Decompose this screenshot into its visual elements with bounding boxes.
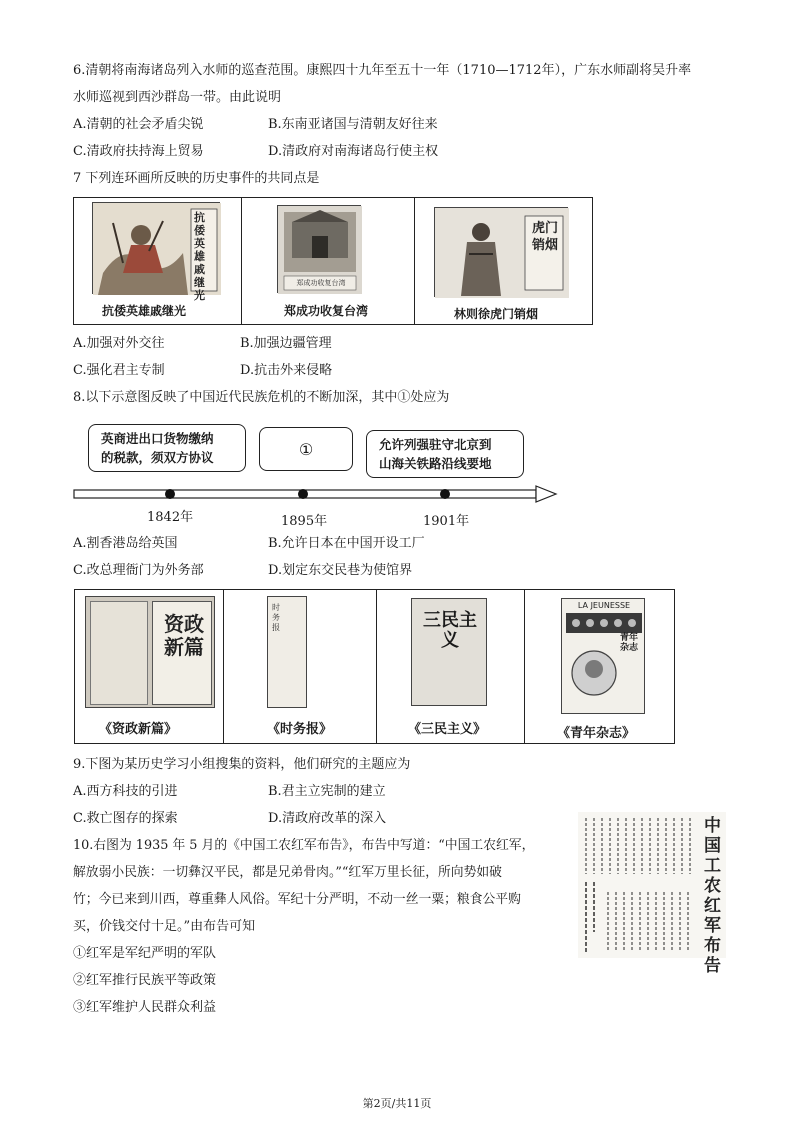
q10-stem-line4: 买，价钱交付十足。”由布告可知 — [73, 919, 256, 934]
book-cover-zizheng-xinpian — [85, 596, 215, 708]
q10-item-3: ③红军维护人民群众利益 — [73, 1000, 217, 1015]
book-caption: 《三民主义》 — [408, 722, 487, 737]
timeline-box-blank — [259, 427, 353, 471]
q9-option-b[interactable]: B.君主立宪制的建立 — [268, 784, 386, 799]
q10-stem-line3: 竹；今已来到川西，尊重彝人风俗。军纪十分严明，不动一丝一粟；粮食公平购 — [73, 892, 521, 907]
q6-stem-line2: 水师巡视到西沙群岛一带。由此说明 — [73, 90, 282, 105]
cover-title: 三民主义 — [423, 610, 477, 651]
timeline-year-1842: 1842年 — [147, 510, 194, 525]
strip-divider — [414, 198, 415, 324]
cover-title: 郑成功收复台湾 — [296, 279, 346, 287]
strip-divider — [376, 590, 377, 743]
book-cover-sanmin-zhuyi — [411, 598, 487, 706]
book-cover-shiwu-bao — [267, 596, 307, 708]
panel-caption: 林则徐虎门销烟 — [454, 307, 539, 321]
q7-option-a[interactable]: A.加强对外交往 — [73, 336, 165, 351]
timeline-year-1895: 1895年 — [281, 514, 328, 529]
cover-title: 青年杂志 — [620, 633, 639, 653]
q9-option-d[interactable]: D.清政府改革的深入 — [268, 811, 387, 826]
page-footer: 第2页/共11页 — [362, 1097, 432, 1110]
cover-title: 资政新篇 — [164, 612, 204, 659]
q8-option-a[interactable]: A.割香港岛给英国 — [73, 536, 178, 551]
q9-stem: 9.下图为某历史学习小组搜集的资料，他们研究的主题应为 — [73, 757, 411, 772]
cover-title: 抗倭英雄戚继光 — [194, 211, 205, 302]
comic-cover-qi-jiguang — [92, 202, 220, 302]
book-cover-qingnian-zazhi — [561, 598, 645, 714]
q8-option-d[interactable]: D.划定东交民巷为使馆界 — [268, 563, 413, 578]
blank-marker: ① — [298, 440, 314, 459]
timeline-box-1842 — [88, 424, 246, 472]
q8-stem: 8.以下示意图反映了中国近代民族危机的不断加深，其中①处应为 — [73, 390, 450, 405]
timeline-box-1901 — [366, 430, 524, 478]
timeline-axis — [70, 480, 560, 510]
q9-option-a[interactable]: A.西方科技的引进 — [73, 784, 178, 799]
q7-option-b[interactable]: B.加强边疆管理 — [240, 336, 332, 351]
book-caption: 《青年杂志》 — [557, 726, 636, 741]
q6-option-a[interactable]: A.清朝的社会矛盾尖锐 — [73, 117, 204, 132]
panel-caption: 郑成功收复台湾 — [284, 304, 369, 318]
timeline-box-text: 允许列强驻守北京到 — [379, 437, 492, 452]
cover-title: 时务报 — [272, 603, 280, 632]
book-caption: 《资政新篇》 — [99, 722, 178, 737]
q6-option-d[interactable]: D.清政府对南海诸岛行使主权 — [268, 144, 439, 159]
q9-option-c[interactable]: C.救亡图存的探索 — [73, 811, 178, 826]
q6-option-c[interactable]: C.清政府扶持海上贸易 — [73, 144, 204, 159]
book-caption: 《时务报》 — [267, 722, 333, 737]
strip-divider — [524, 590, 525, 743]
notice-title: 中国工农红军布告 — [704, 816, 721, 976]
q8-option-c[interactable]: C.改总理衙门为外务部 — [73, 563, 204, 578]
strip-divider — [241, 198, 242, 324]
timeline-box-text: 英商进出口货物缴纳 — [101, 431, 214, 446]
panel-caption: 抗倭英雄戚继光 — [102, 304, 187, 318]
book-inner-page — [90, 601, 148, 705]
q10-item-1: ①红军是军纪严明的军队 — [73, 946, 217, 961]
comic-strip — [73, 197, 593, 325]
q7-option-d[interactable]: D.抗击外来侵略 — [240, 363, 333, 378]
q10-stem-line2: 解放弱小民族：一切彝汉平民，都是兄弟骨肉。”“红军万里长征，所向势如破 — [73, 865, 502, 880]
comic-cover-zheng-chenggong — [277, 205, 361, 293]
red-army-notice-image — [578, 812, 726, 976]
q7-stem: 7 下列连环画所反映的历史事件的共同点是 — [73, 171, 320, 186]
cover-title: 虎门销烟 — [532, 221, 559, 253]
q6-option-b[interactable]: B.东南亚诸国与清朝友好往来 — [268, 117, 438, 132]
cover-banner: LA JEUNESSE — [577, 601, 631, 610]
timeline-box-text: 山海关铁路沿线要地 — [379, 456, 492, 471]
q7-option-c[interactable]: C.强化君主专制 — [73, 363, 165, 378]
book-strip — [74, 589, 675, 744]
q10-item-2: ②红军推行民族平等政策 — [73, 973, 217, 988]
q6-stem-line1: 6.清朝将南海诸岛列入水师的巡查范围。康熙四十九年至五十一年（1710—1712年），广东水师副将吴升率 — [73, 63, 692, 78]
magazine-cover-illustration — [562, 611, 646, 715]
timeline-year-1901: 1901年 — [423, 514, 470, 529]
timeline-box-text: 的税款，须双方协议 — [101, 450, 214, 465]
q10-stem-line1: 10.右图为 1935 年 5 月的《中国工农红军布告》，布告中写道：“中国工农红军， — [73, 838, 535, 853]
q8-option-b[interactable]: B.允许日本在中国开设工厂 — [268, 536, 425, 551]
comic-cover-lin-zexu — [434, 207, 568, 297]
strip-divider — [223, 590, 224, 743]
